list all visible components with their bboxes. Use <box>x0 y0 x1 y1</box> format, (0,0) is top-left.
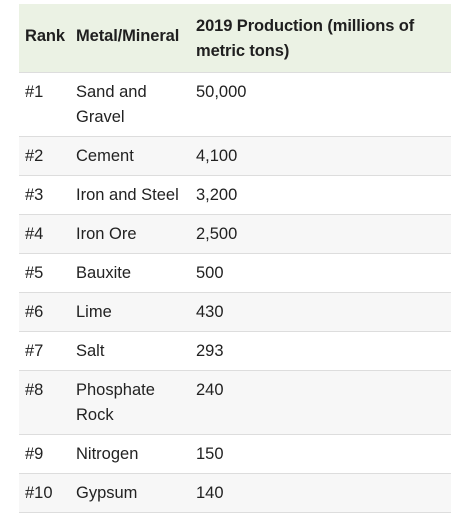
cell-metal: Bauxite <box>76 264 132 282</box>
table-header <box>19 4 451 73</box>
cell-production: 500 <box>196 264 224 282</box>
cell-metal: Phosphate Rock <box>76 381 155 424</box>
cell-rank: #6 <box>25 303 44 321</box>
cell-metal: Nitrogen <box>76 445 139 463</box>
table-row <box>19 332 451 371</box>
table-row <box>19 73 451 137</box>
header-rank: Rank <box>25 27 65 45</box>
table-row <box>19 474 451 513</box>
cell-production: 2,500 <box>196 225 238 243</box>
cell-production: 240 <box>196 381 224 399</box>
cell-production: 3,200 <box>196 186 238 204</box>
header-row <box>19 4 451 73</box>
cell-metal: Sand and Gravel <box>76 83 147 126</box>
cell-rank: #3 <box>25 186 44 204</box>
cell-production: 50,000 <box>196 83 247 101</box>
cell-metal: Cement <box>76 147 134 165</box>
table-row <box>19 254 451 293</box>
table-body <box>19 73 451 513</box>
cell-rank: #8 <box>25 381 44 399</box>
table-row <box>19 371 451 435</box>
cell-production: 4,100 <box>196 147 238 165</box>
cell-metal: Iron Ore <box>76 225 137 243</box>
header-production: 2019 Production (millions of metric tons) <box>196 17 415 60</box>
cell-rank: #5 <box>25 264 44 282</box>
cell-production: 430 <box>196 303 224 321</box>
cell-rank: #1 <box>25 83 44 101</box>
production-table-container <box>19 4 451 513</box>
cell-production: 150 <box>196 445 224 463</box>
cell-production: 293 <box>196 342 224 360</box>
header-metal-mineral: Metal/Mineral <box>76 27 180 45</box>
production-table <box>19 4 451 513</box>
cell-metal: Gypsum <box>76 484 138 502</box>
table-row <box>19 176 451 215</box>
table-row <box>19 137 451 176</box>
cell-rank: #4 <box>25 225 44 243</box>
cell-metal: Iron and Steel <box>76 186 179 204</box>
cell-rank: #7 <box>25 342 44 360</box>
table-row <box>19 293 451 332</box>
table-row <box>19 435 451 474</box>
cell-production: 140 <box>196 484 224 502</box>
cell-metal: Salt <box>76 342 105 360</box>
cell-rank: #10 <box>25 484 53 502</box>
cell-metal: Lime <box>76 303 112 321</box>
table-row <box>19 215 451 254</box>
cell-rank: #9 <box>25 445 44 463</box>
cell-rank: #2 <box>25 147 44 165</box>
